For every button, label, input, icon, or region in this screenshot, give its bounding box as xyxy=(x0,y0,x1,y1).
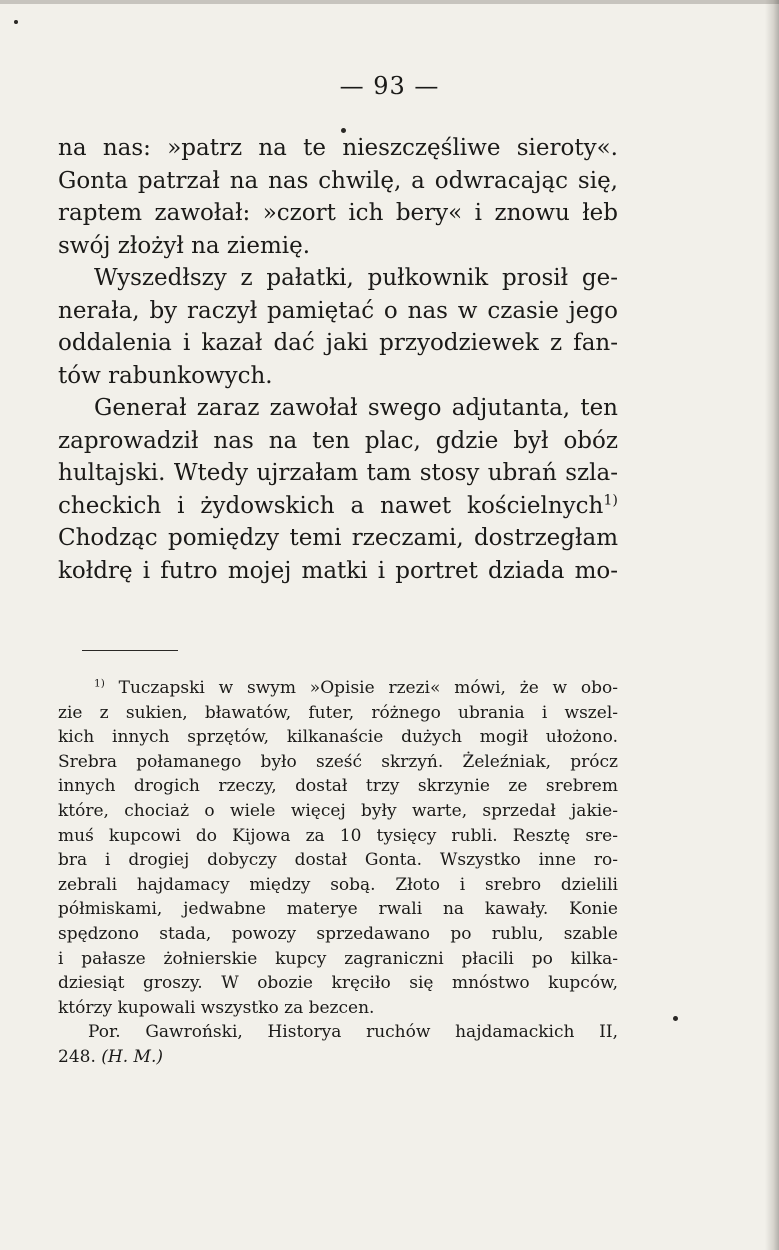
reference-page: 248. xyxy=(58,1046,96,1067)
footnote-line: innych drogich rzeczy, dostał trzy skrzynie ze srebrem xyxy=(58,776,618,797)
footnote-line: kich innych sprzętów, kilkanaście dużych mogił ułożono. xyxy=(58,727,618,748)
footnote-line-with-marker xyxy=(58,676,618,701)
main-line: nerała, by raczył pamiętać o nas w czasie jego xyxy=(58,297,618,324)
paper-speck xyxy=(341,128,346,133)
footnote-line-text: Tuczapski w swym »Opisie rzezi« mówi, że w obo- xyxy=(118,678,618,698)
footnote-separator xyxy=(82,650,178,651)
main-line: Chodząc pomiędzy temi rzeczami, dostrzegłam xyxy=(58,525,618,551)
footnote-line: muś kupcowi do Kijowa za 10 tysięcy rubli. Resztę sre- xyxy=(58,825,618,846)
footnote-line: którzy kupowali wszystko za bezcen. xyxy=(58,997,375,1018)
reference-author-initials: (H. M.) xyxy=(101,1046,163,1067)
main-line: hultajski. Wtedy ujrzałam tam stosy ubrań szla- xyxy=(58,460,618,486)
footnote-line: półmiskami, jedwabne materye rwali na kawały. Konie xyxy=(58,899,618,920)
footnote-line: bra i drogiej dobyczy dostał Gonta. Wszystko inne ro- xyxy=(58,850,618,871)
footnote-line: zie z sukien, bławatów, futer, różnego ubrania i wszel- xyxy=(58,702,618,723)
footnote-reference: 1) xyxy=(603,491,618,508)
footnote xyxy=(58,676,618,1070)
footnote-line: Srebra połamanego było sześć skrzyń. Żeleźniak, prócz xyxy=(58,751,618,772)
main-line-with-footnote-ref xyxy=(58,490,618,523)
main-line: na nas: »patrz na te nieszczęśliwe sieroty«. xyxy=(58,135,618,161)
paper-speck xyxy=(14,20,18,24)
reference-line-end xyxy=(58,1045,618,1070)
reference-line: Por. Gawroński, Historya ruchów hajdamackich II, xyxy=(88,1022,618,1043)
footnote-line: dziesiąt groszy. W obozie kręciło się mnóstwo kupców, xyxy=(58,973,618,994)
main-line: zaprowadził nas na ten plac, gdzie był obóz xyxy=(58,427,618,454)
footnote-marker: 1) xyxy=(94,677,105,690)
main-line: swój złożył na ziemię. xyxy=(58,232,311,259)
main-line: Gonta patrzał na nas chwilę, a odwracając się, xyxy=(58,167,618,194)
main-line: Wyszedłszy z pałatki, pułkownik prosił ge- xyxy=(94,265,618,291)
main-line: kołdrę i futro mojej matki i portret dziada mo- xyxy=(58,557,618,584)
paper-speck xyxy=(673,1016,678,1021)
footnote-line: które, chociaż o wiele więcej były warte, sprzedał jakie- xyxy=(58,800,618,821)
main-line-text: checkich i żydowskich a nawet kościelnych xyxy=(58,492,604,519)
main-line: oddalenia i kazał dać jaki przyodziewek z fan- xyxy=(58,330,618,356)
footnote-line: i pałasze żołnierskie kupcy zagraniczni płacili po kilka- xyxy=(58,948,618,969)
main-line: Generał zaraz zawołał swego adjutanta, ten xyxy=(94,395,618,421)
page-top-edge xyxy=(0,0,779,4)
main-text xyxy=(58,132,618,587)
main-line: tów rabunkowych. xyxy=(58,362,273,389)
footnote-line: spędzono stada, powozy sprzedawano po rublu, szable xyxy=(58,923,618,944)
footnote-line: zebrali hajdamacy między sobą. Złoto i srebro dzielili xyxy=(58,874,618,895)
page-number: — 93 — xyxy=(339,72,440,100)
main-line: raptem zawołał: »czort ich bery« i znowu łeb xyxy=(58,200,618,226)
page-binding-shadow xyxy=(765,0,779,1250)
